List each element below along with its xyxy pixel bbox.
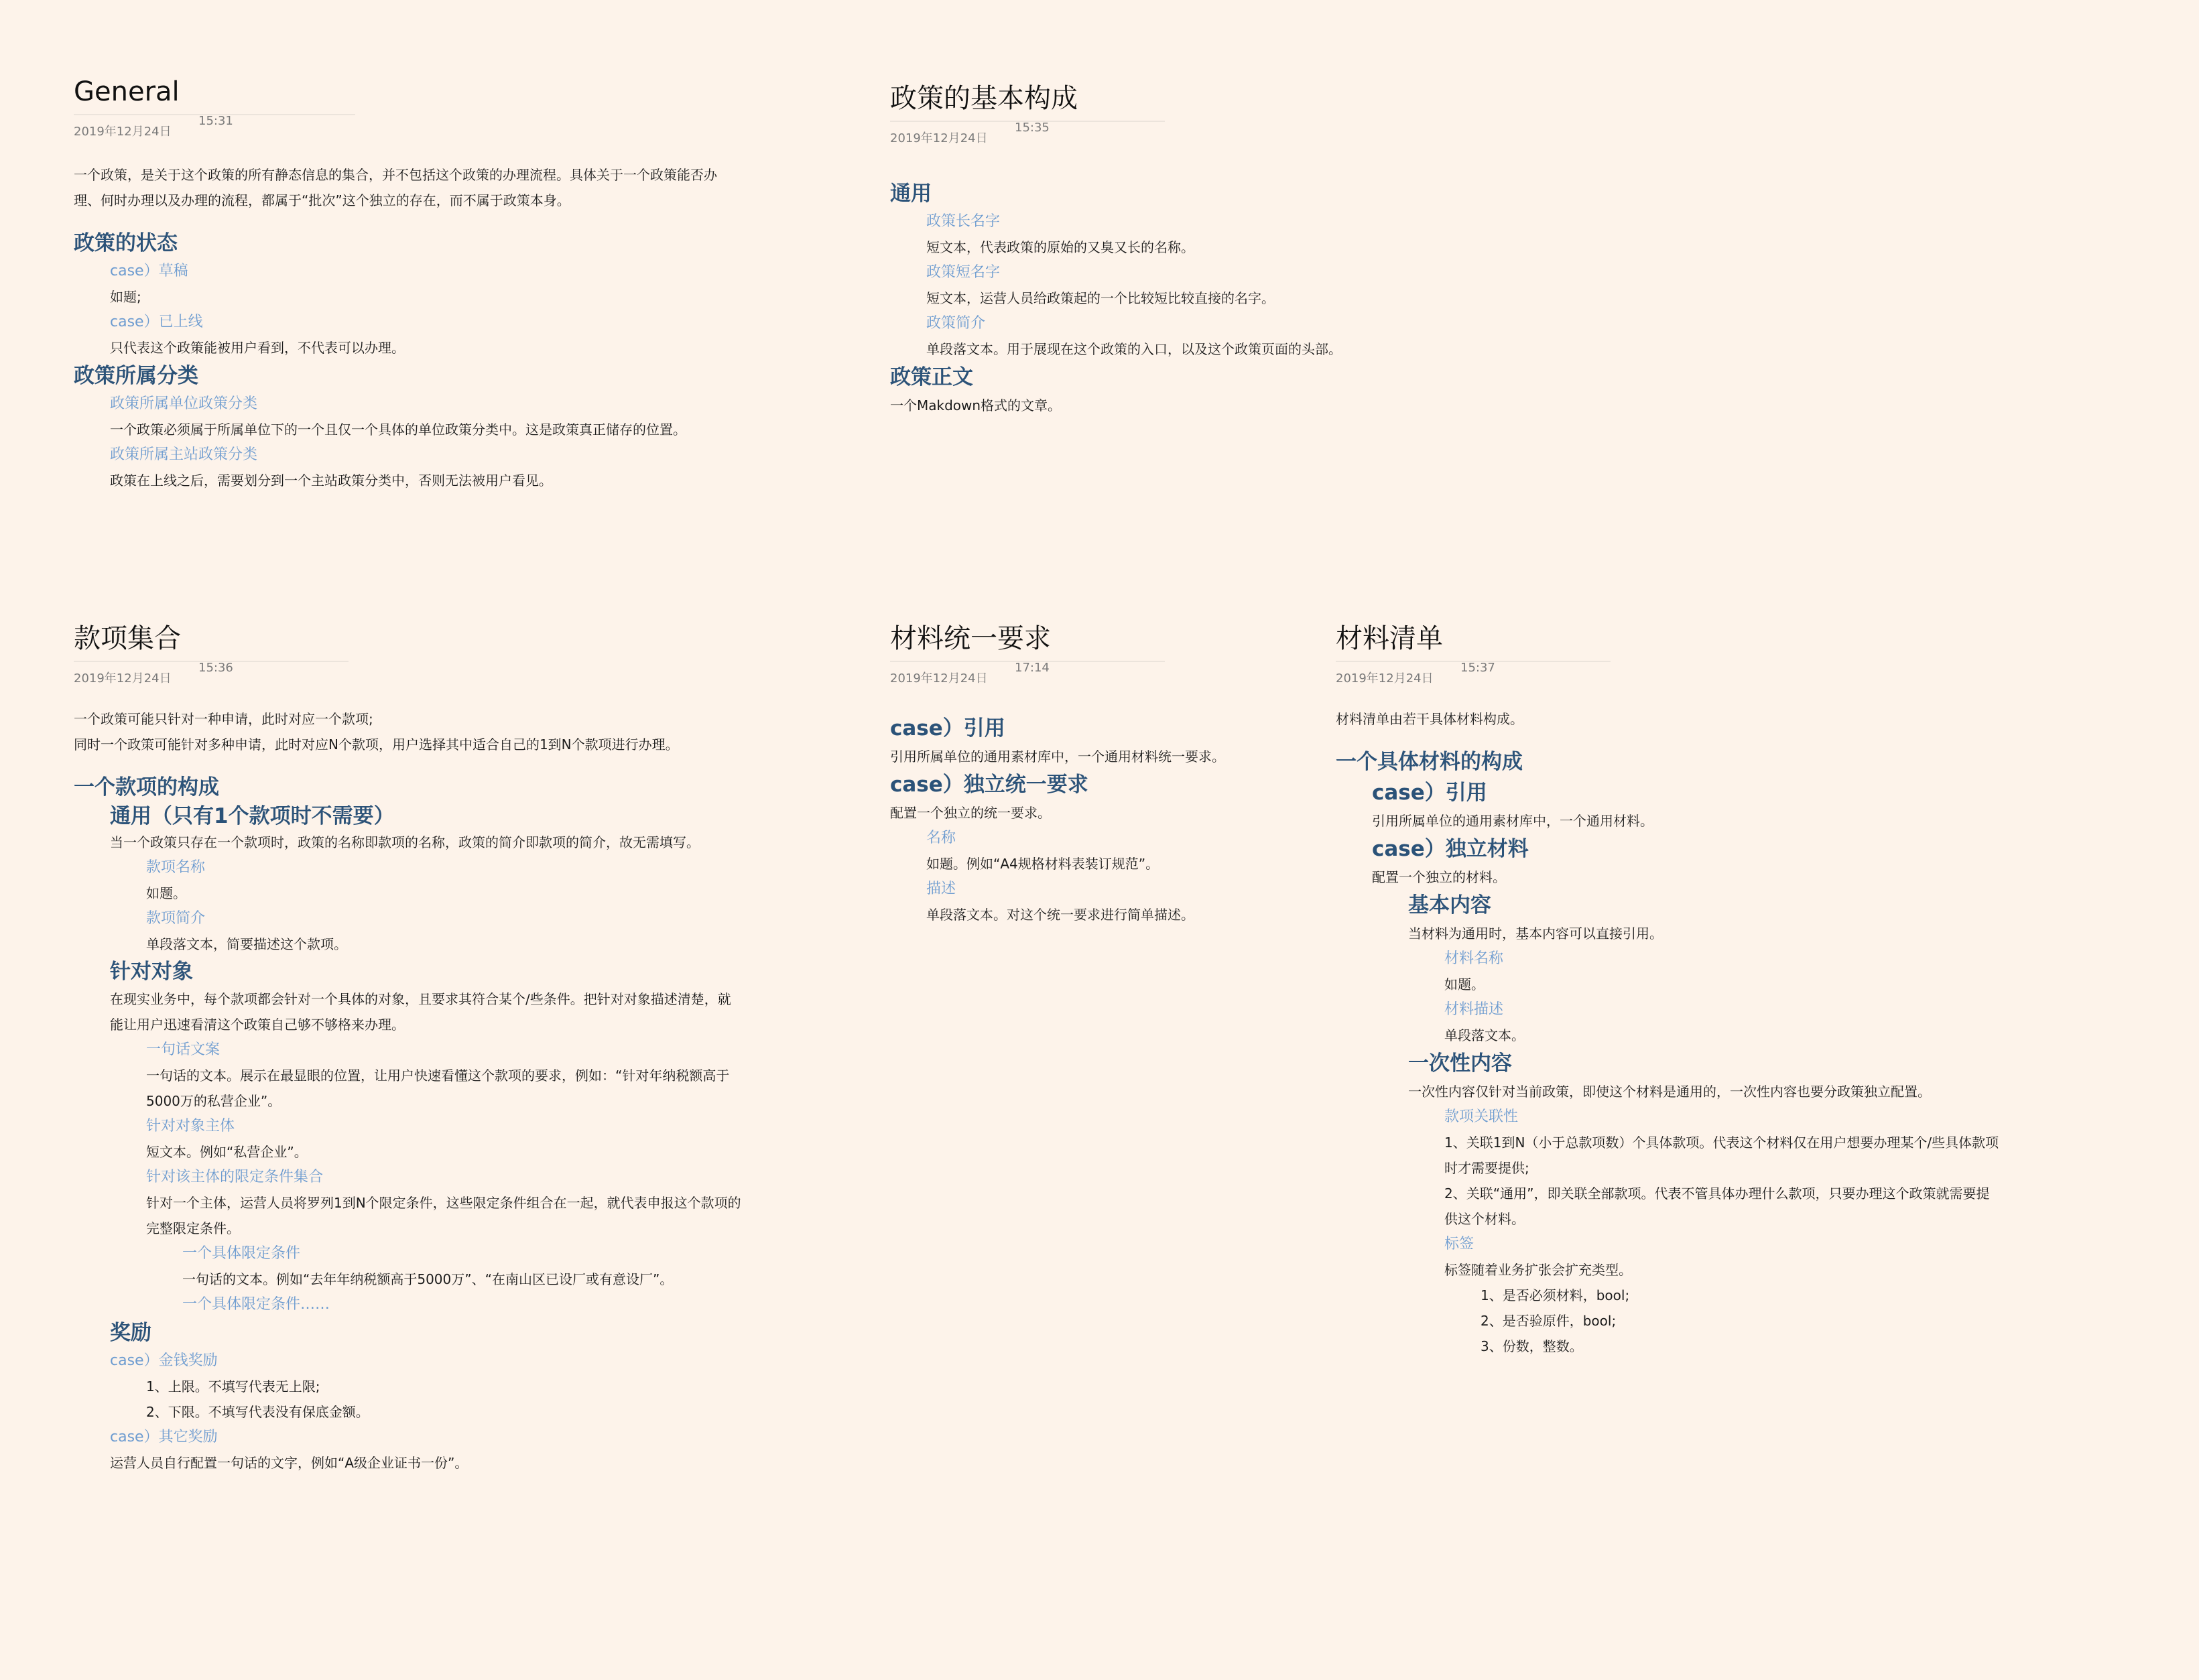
note-body xyxy=(890,713,1319,927)
req-name-desc: 如题。例如“A4规格材料表装订规范”。 xyxy=(926,856,1159,872)
item-name-desc: 如题。 xyxy=(146,885,186,901)
note-title: 材料统一要求 xyxy=(890,623,1051,654)
money-upper: 1、上限。不填写代表无上限; xyxy=(146,1378,320,1395)
heading-policy-category: 政策所属分类 xyxy=(74,364,198,388)
case-money-reward: case）金钱奖励 xyxy=(110,1352,218,1369)
note-title: 材料清单 xyxy=(1336,623,1443,654)
note-title: General xyxy=(74,76,180,107)
policy-summary-desc: 单段落文本。用于展现在这个政策的入口，以及这个政策页面的头部。 xyxy=(926,341,1342,357)
heading-reward: 奖励 xyxy=(110,1321,151,1345)
note-date: 2019年12月24日 xyxy=(1336,671,1434,686)
target-subject: 针对对象主体 xyxy=(146,1118,235,1135)
target-desc xyxy=(110,986,844,1037)
association-option-2 xyxy=(1444,1181,2127,1232)
association-option-1 xyxy=(1444,1130,2127,1181)
target-desc-line: 能让用户迅速看清这个政策自己够不够格来办理。 xyxy=(110,1017,405,1033)
tag-copies: 3、份数，整数。 xyxy=(1481,1338,1583,1354)
note-body xyxy=(74,162,811,493)
common-desc: 当一个政策只存在一个款项时，政策的名称即款项的名称，政策的简介即款项的简介，故无需填写。 xyxy=(110,834,700,850)
heading-policy-body: 政策正文 xyxy=(890,365,973,389)
one-time-content-desc: 一次性内容仅针对当前政策，即使这个材料是通用的，一次性内容也要分政策独立配置。 xyxy=(1408,1084,1931,1100)
conditions-desc-line: 完整限定条件。 xyxy=(146,1220,240,1236)
note-title: 款项集合 xyxy=(74,623,181,654)
tag-required: 1、是否必须材料，bool; xyxy=(1481,1287,1630,1303)
intro-paragraph xyxy=(74,162,811,213)
note-meta xyxy=(890,662,1319,689)
intro-line: 理、何时办理以及办理的流程，都属于“批次”这个独立的存在，而不属于政策本身。 xyxy=(74,192,570,208)
tag-original: 2、是否验原件，bool; xyxy=(1481,1313,1617,1329)
basic-content-desc: 当材料为通用时，基本内容可以直接引用。 xyxy=(1408,925,1663,942)
case-reference: case）引用 xyxy=(890,716,1005,740)
heading-item-structure: 一个款项的构成 xyxy=(74,775,219,799)
money-lower: 2、下限。不填写代表没有保底金额。 xyxy=(146,1404,369,1420)
intro-paragraph xyxy=(74,706,844,757)
note-body xyxy=(1336,706,2127,1359)
case-independent: case）独立材料 xyxy=(1372,837,1529,861)
note-date: 2019年12月24日 xyxy=(74,671,172,686)
case-reference: case）引用 xyxy=(1372,781,1487,805)
note-general xyxy=(74,75,811,493)
unit-category-desc: 一个政策必须属于所属单位下的一个且仅一个具体的单位政策分类中。这是政策真正储存的位置。 xyxy=(110,422,686,438)
note-time: 15:35 xyxy=(1015,121,1050,135)
main-category-desc: 政策在上线之后，需要划分到一个主站政策分类中，否则无法被用户看见。 xyxy=(110,472,552,489)
note-time: 15:31 xyxy=(198,114,233,128)
conditions-desc xyxy=(146,1190,844,1241)
policy-summary: 政策简介 xyxy=(926,315,986,332)
item-name: 款项名称 xyxy=(146,859,206,876)
note-date: 2019年12月24日 xyxy=(890,131,988,145)
association-option-line: 供这个材料。 xyxy=(1444,1211,1525,1227)
one-liner-desc xyxy=(146,1063,844,1114)
case-independent-desc: 配置一个独立的统一要求。 xyxy=(890,805,1051,821)
material-description-desc: 单段落文本。 xyxy=(1444,1027,1525,1043)
association-option-line: 时才需要提供; xyxy=(1444,1160,1529,1176)
note-meta xyxy=(74,115,811,142)
case-independent-desc: 配置一个独立的材料。 xyxy=(1372,869,1506,885)
note-time: 15:36 xyxy=(198,661,233,675)
material-description: 材料描述 xyxy=(1444,1001,1504,1018)
req-name: 名称 xyxy=(926,830,956,846)
condition-a: 一个具体限定条件 xyxy=(182,1245,301,1262)
heading-common: 通用（只有1个款项时不需要） xyxy=(110,804,395,828)
tags: 标签 xyxy=(1444,1236,1474,1252)
unit-category: 政策所属单位政策分类 xyxy=(110,395,258,412)
note-date: 2019年12月24日 xyxy=(74,125,172,139)
case-reference-desc: 引用所属单位的通用素材库中，一个通用材料。 xyxy=(1372,813,1653,829)
case-online-desc: 只代表这个政策能被用户看到，不代表可以办理。 xyxy=(110,340,405,356)
req-description-desc: 单段落文本。对这个统一要求进行简单描述。 xyxy=(926,907,1194,923)
note-items xyxy=(74,622,844,1476)
note-time: 17:14 xyxy=(1015,661,1050,675)
case-reference-desc: 引用所属单位的通用素材库中，一个通用材料统一要求。 xyxy=(890,749,1225,765)
note-composition xyxy=(890,82,1493,418)
heading-general: 通用 xyxy=(890,182,932,206)
conditions: 针对该主体的限定条件集合 xyxy=(146,1169,324,1185)
case-online: case）已上线 xyxy=(110,314,203,330)
note-body xyxy=(890,178,1493,418)
case-draft-desc: 如题; xyxy=(110,289,141,305)
conditions-desc-line: 针对一个主体，运营人员将罗列1到N个限定条件，这些限定条件组合在一起，就代表申报这个款项的 xyxy=(146,1195,741,1211)
material-name: 材料名称 xyxy=(1444,950,1504,967)
heading-basic-content: 基本内容 xyxy=(1408,893,1491,917)
target-desc-line: 在现实业务中，每个款项都会针对一个具体的对象，且要求其符合某个/些条件。把针对对象描述清楚，就 xyxy=(110,991,731,1007)
note-title: 政策的基本构成 xyxy=(890,83,1078,114)
note-material-list xyxy=(1336,622,2127,1359)
item-summary: 款项简介 xyxy=(146,910,206,927)
req-description: 描述 xyxy=(926,881,956,897)
short-name-desc: 短文本，运营人员给政策起的一个比较短比较直接的名字。 xyxy=(926,290,1275,306)
case-independent: case）独立统一要求 xyxy=(890,773,1088,797)
tags-desc: 标签随着业务扩张会扩充类型。 xyxy=(1444,1262,1632,1278)
association-option-line: 2、关联“通用”，即关联全部款项。代表不管具体办理什么款项，只要办理这个政策就需要提 xyxy=(1444,1185,1990,1202)
intro-line: 一个政策，是关于这个政策的所有静态信息的集合，并不包括这个政策的办理流程。具体关于一个政策能否办 xyxy=(74,167,717,183)
policy-body-desc: 一个Makdown格式的文章。 xyxy=(890,397,1062,413)
condition-a-desc: 一句话的文本。例如“去年年纳税额高于5000万”、“在南山区已设厂或有意设厂”。 xyxy=(182,1271,674,1287)
condition-b: 一个具体限定条件…… xyxy=(182,1296,330,1313)
association-option-line: 1、关联1到N（小于总款项数）个具体款项。代表这个材料仅在用户想要办理某个/些具体款项 xyxy=(1444,1135,1999,1151)
one-liner-desc-line: 5000万的私营企业”。 xyxy=(146,1093,281,1109)
one-liner: 一句话文案 xyxy=(146,1041,221,1058)
heading-material-structure: 一个具体材料的构成 xyxy=(1336,750,1523,774)
short-name: 政策短名字 xyxy=(926,264,1001,281)
heading-one-time-content: 一次性内容 xyxy=(1408,1051,1512,1076)
case-other-reward: case）其它奖励 xyxy=(110,1429,218,1445)
long-name: 政策长名字 xyxy=(926,213,1001,230)
note-time: 15:37 xyxy=(1460,661,1495,675)
target-subject-desc: 短文本。例如“私营企业”。 xyxy=(146,1144,308,1160)
note-date: 2019年12月24日 xyxy=(890,671,988,686)
other-reward-desc: 运营人员自行配置一句话的文字，例如“A级企业证书一份”。 xyxy=(110,1455,468,1471)
main-category: 政策所属主站政策分类 xyxy=(110,446,258,463)
note-meta xyxy=(74,662,844,689)
note-body xyxy=(74,706,844,1476)
item-association: 款项关联性 xyxy=(1444,1108,1519,1125)
note-material-requirements xyxy=(890,622,1319,927)
intro-paragraph: 材料清单由若干具体材料构成。 xyxy=(1336,711,1523,727)
one-liner-desc-line: 一句话的文本。展示在最显眼的位置，让用户快速看懂这个款项的要求，例如：“针对年纳税额高于 xyxy=(146,1068,730,1084)
intro-line: 同时一个政策可能针对多种申请，此时对应N个款项，用户选择其中适合自己的1到N个款项进行办理。 xyxy=(74,736,679,753)
material-name-desc: 如题。 xyxy=(1444,976,1485,992)
note-meta xyxy=(890,122,1493,149)
case-draft: case）草稿 xyxy=(110,263,188,279)
heading-policy-state: 政策的状态 xyxy=(74,231,178,255)
note-meta xyxy=(1336,662,2127,689)
item-summary-desc: 单段落文本，简要描述这个款项。 xyxy=(146,936,347,952)
intro-line: 一个政策可能只针对一种申请，此时对应一个款项; xyxy=(74,711,373,727)
long-name-desc: 短文本，代表政策的原始的又臭又长的名称。 xyxy=(926,239,1194,255)
heading-target: 针对对象 xyxy=(110,960,193,984)
